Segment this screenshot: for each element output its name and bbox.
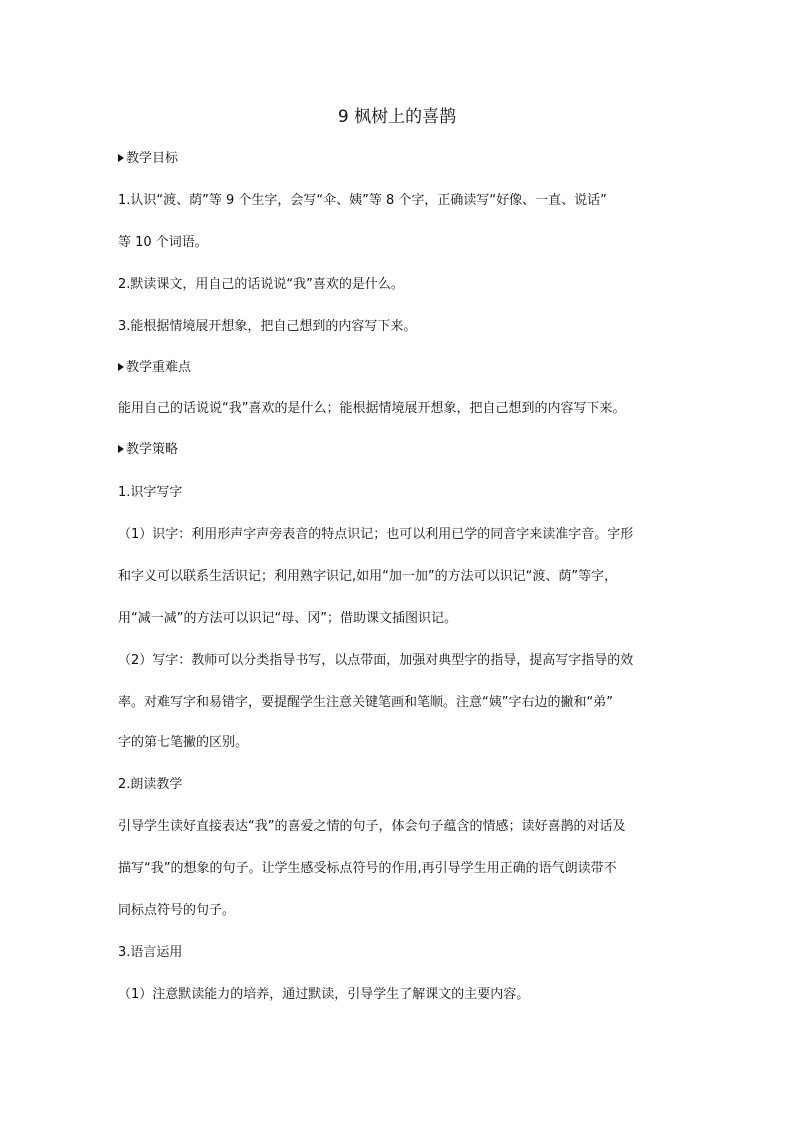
paragraph-line: （1）识字：利用形声字声旁表音的特点识记；也可以利用已学的同音字来读准字音。字形 [118,527,634,542]
paragraph-line: 2.朗读教学 [118,777,183,792]
paragraph-line: （1）注意默读能力的培养，通过默读，引导学生了解课文的主要内容。 [118,987,530,1002]
paragraph-line: 1.识字写字 [118,485,183,500]
paragraph-line: 率。对难写字和易错字，要提醒学生注意关键笔画和笔顺。注意“姨”字右边的撇和“弟” [118,695,613,710]
section-heading-teaching-strategy [118,441,680,459]
section-heading-teaching-goals [118,150,680,168]
section-heading-key-difficulties [118,359,680,377]
paragraph-line: 1.认识“渡、荫”等 9 个生字，会写“伞、姨”等 8 个字，正确读写“好像、一直、说话” [118,193,607,208]
paragraph-line: 引导学生读好直接表达“我”的喜爱之情的句子，体会句子蕴含的情感；读好喜鹊的对话及 [118,819,626,834]
heading-text: 教学策略 [126,442,179,457]
document-title: 9 枫树上的喜鹊 [337,107,457,127]
paragraph-line: 描写“我”的想象的句子。让学生感受标点符号的作用,再引导学生用正确的语气朗读带不 [118,861,617,876]
triangle-bullet-icon [118,154,124,162]
triangle-bullet-icon [118,363,124,371]
paragraph-line: 和字义可以联系生活识记；利用熟字识记,如用“加一加”的方法可以识记“渡、荫”等字， [118,569,618,584]
paragraph-line: 字的第七笔撇的区别。 [118,735,249,750]
paragraph-line: 3.能根据情境展开想象，把自己想到的内容写下来。 [118,319,417,334]
paragraph-line: 3.语言运用 [118,945,183,960]
heading-text: 教学目标 [126,151,179,166]
paragraph-line: 用“减一减”的方法可以识记“母、冈”；借助课文插图识记。 [118,611,457,626]
paragraph-line: 能用自己的话说说“我”喜欢的是什么；能根据情境展开想象，把自己想到的内容写下来。 [118,401,626,416]
triangle-bullet-icon [118,445,124,453]
heading-text: 教学重难点 [126,360,192,375]
paragraph-line: 2.默读课文，用自己的话说说“我”喜欢的是什么。 [118,277,404,292]
paragraph-line: 等 10 个词语。 [118,235,208,250]
paragraph-line: 同标点符号的句子。 [118,903,236,918]
paragraph-line: （2）写字：教师可以分类指导书写，以点带面，加强对典型字的指导，提高写字指导的效 [118,653,634,668]
